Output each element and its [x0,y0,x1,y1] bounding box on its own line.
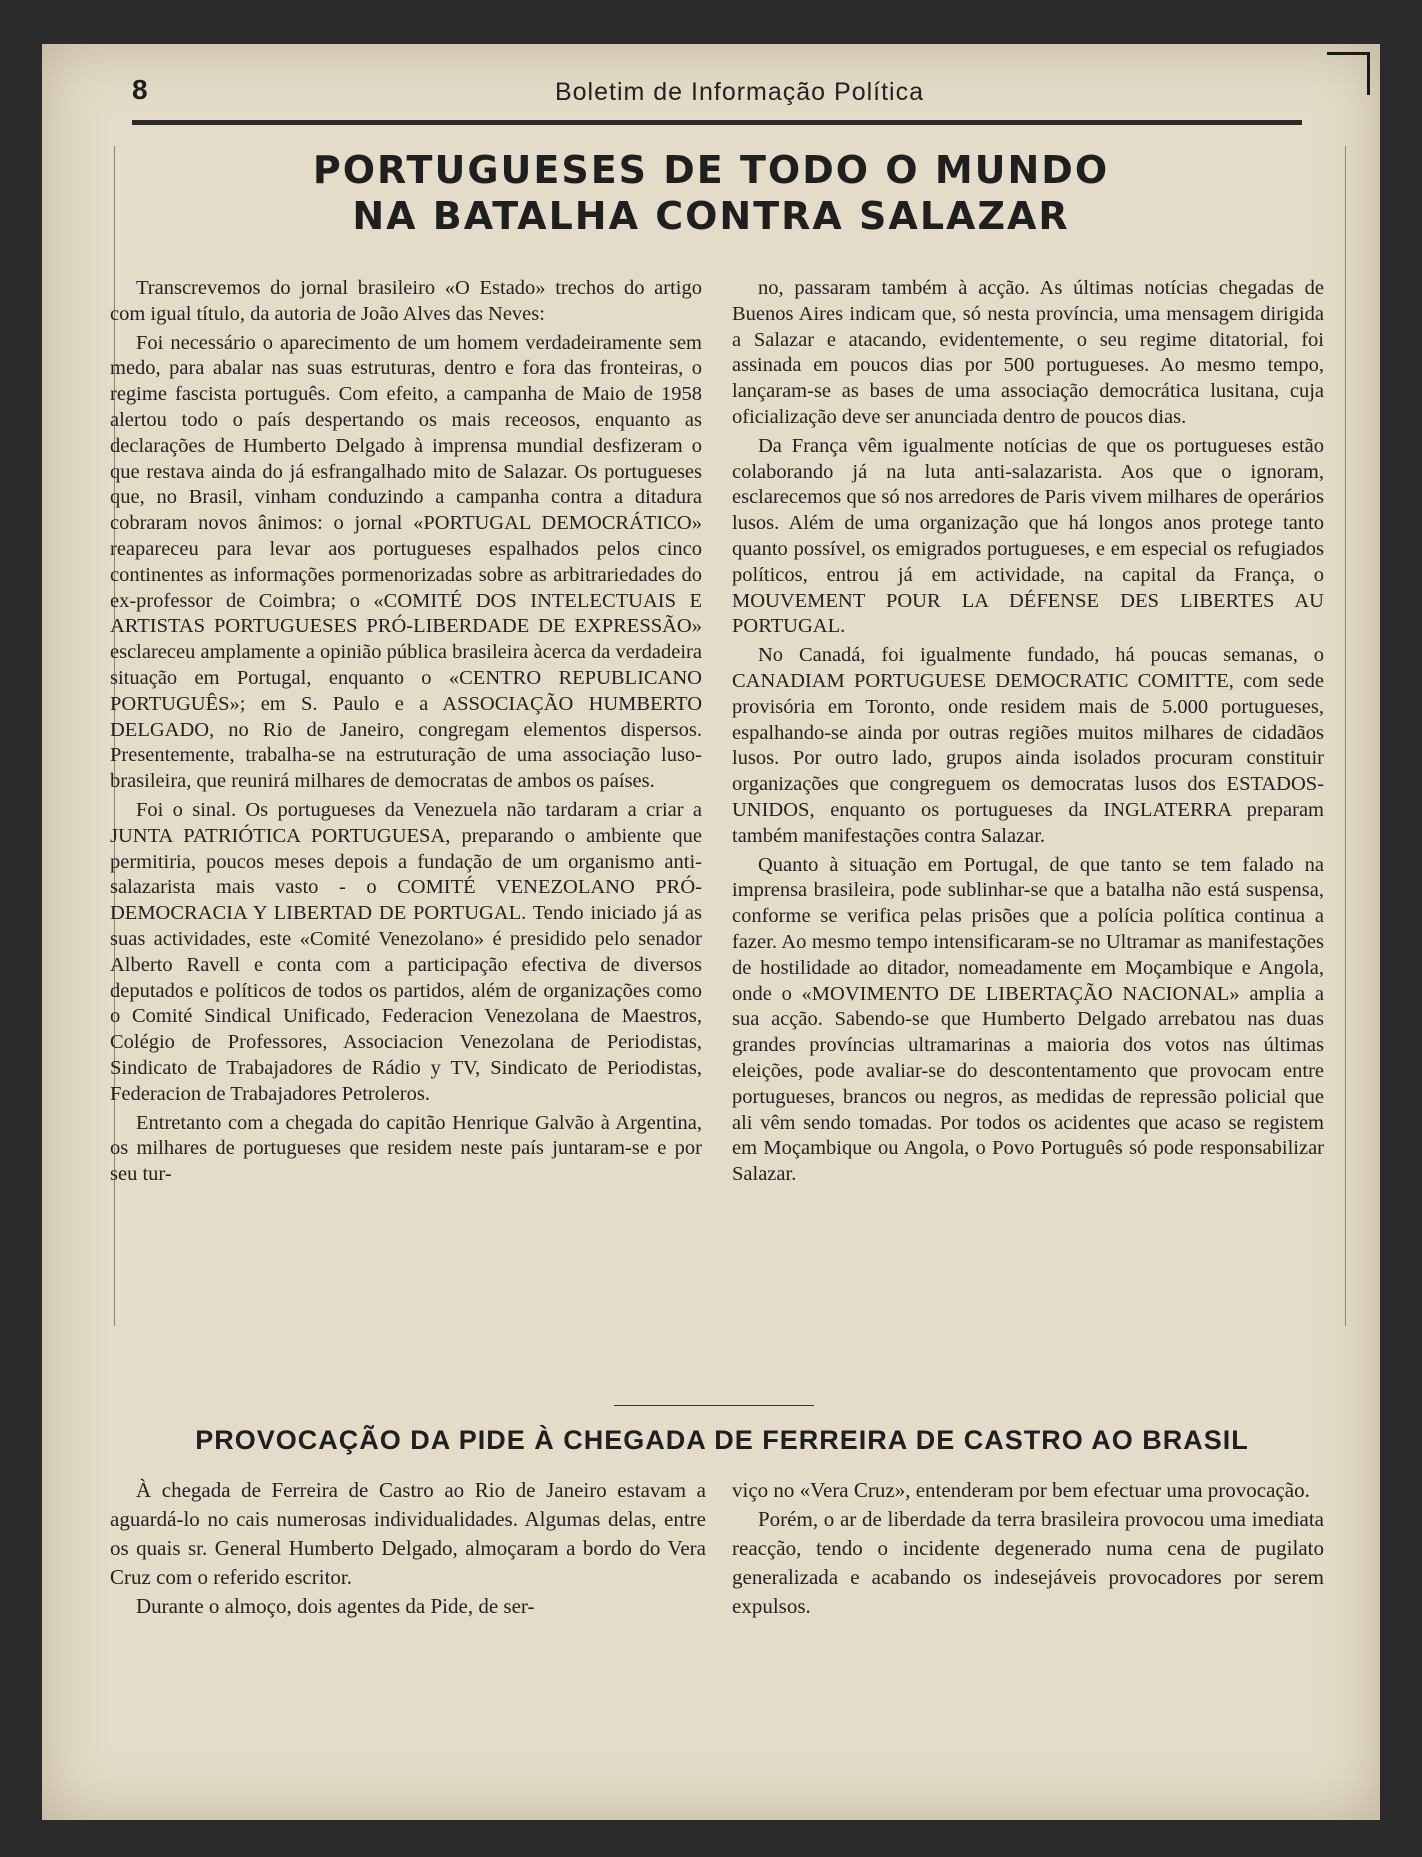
article2-headline: PROVOCAÇÃO DA PIDE À CHEGADA DE FERREIRA DE CASTRO AO BRASIL [195,1425,1249,1455]
paragraph: Foi o sinal. Os portugueses da Venezuela não tardaram a criar a JUNTA PATRIÓTICA PORTUGUESA, preparando o ambiente que permitiria, poucos meses depois a fundação de um organismo anti-salazarista mais vasto - o COMITÉ VENEZOLANO PRÓ-DEMOCRACIA Y LIBERTAD DE PORTUGAL. Tendo iniciado já as suas actividades, este «Comité Venezolano» é presidido pelo senador Alberto Ravell e conta com a participação efectiva de diversos deputados e políticos de todos os partidos, além de organizações como o Comité Sindical Unificado, Federacion Venezolana de Maestros, Colégio de Professores, Associacion Venezolana de Periodistas, Sindicato de Trabajadores de Rádio y TV, Sindicato de Periodistas, Federacion de Trabajadores Petroleros. [110,798,702,1105]
page-header [132,74,1347,124]
newspaper-page [42,44,1380,1820]
article1-column-right [732,276,1324,1188]
paragraph: Porém, o ar de liberdade da terra brasileira provocou uma imediata reacção, tendo o incidente degenerado numa cena de pugilato generalizada e acabando os indesejáveis provocadores por serem expulsos. [732,1507,1324,1618]
paragraph: Entretanto com a chegada do capitão Henrique Galvão à Argentina, os milhares de portugueses que residem neste país juntaram-se e por seu tur- [110,1111,702,1186]
paragraph: À chegada de Ferreira de Castro ao Rio de Janeiro estavam a aguardá-lo no cais numerosas individualidades. Algumas delas, entre os quais sr. General Humberto Delgado, almoçaram a bordo do Vera Cruz com o referido escritor. [110,1478,706,1589]
paragraph: Da França vêm igualmente notícias de que os portugueses estão colaborando já na luta anti-salazarista. Aos que o ignoram, esclarecemos que só nos arredores de Paris vivem milhares de operários lusos. Além de uma organização que há longos anos protege tanto quanto possível, os emigrados portugueses, e em especial os refugiados políticos, entrou já em actividade, na capital da França, o MOUVEMENT POUR LA DÉFENSE DES LIBERTES AU PORTUGAL. [732,434,1324,638]
headline-line-1: PORTUGUESES DE TODO O MUNDO [312,148,1110,192]
paragraph: No Canadá, foi igualmente fundado, há poucas semanas, o CANADIAM PORTUGUESE DEMOCRATIC COMITTE, com sede provisória em Toronto, onde residem mais de 5.000 portugueses, espalhando-se ainda por outras regiões muitos milhares de cidadãos lusos. Por outro lado, grupos ainda isolados procuram constituir organizações que congreguem os democratas lusos dos ESTADOS-UNIDOS, enquanto os portugueses da INGLATERRA preparam também manifestações contra Salazar. [732,644,1324,847]
article2-column-right [732,1476,1324,1621]
paragraph: Foi necessário o aparecimento de um homem verdadeiramente sem medo, para abalar nas suas estruturas, dentro e fora das fronteiras, o regime fascista português. Com efeito, a campanha de Maio de 1958 alertou todo o país despertando os mais receosos, enquanto as declarações de Humberto Delgado à imprensa mundial desfizeram o que restava ainda do já esfrangalhado mito de Salazar. Os portugueses que, no Brasil, vinham conduzindo a campanha contra a ditadura cobraram novos ânimos: o jornal «PORTUGAL DEMOCRÁTICO» reapareceu para levar aos portugueses espalhados pelos cinco continentes as informações pormenorizadas sobre as arbitrariedades do ex-professor de Coimbra; o «COMITÉ DOS INTELECTUAIS E ARTISTAS PORTUGUESES PRÓ-LIBERDADE DE EXPRESSÃO» esclareceu amplamente a opinião pública brasileira àcerca da verdadeira situação em Portugal, enquanto o «CENTRO REPUBLICANO PORTUGUÊS»; em S. Paulo e a ASSOCIAÇÃO HUMBERTO DELGADO, no Rio de Janeiro, congregam elementos dispersos. Presentemente, trabalha-se na estruturação de uma associação luso-brasileira, que reunirá milhares de democratas de ambos os países. [110,331,702,793]
ornamental-divider [614,1400,814,1410]
paragraph: Transcrevemos do jornal brasileiro «O Estado» trechos do artigo com igual título, da autoria de João Alves das Neves: [110,277,702,325]
paragraph: no, passaram também à acção. As últimas notícias chegadas de Buenos Aires indicam que, só nesta província, uma mensagem dirigida a Salazar e atacando, evidentemente, o seu regime ditatorial, foi assinada em poucos dias por 500 portugueses. Ao mesmo tempo, lançaram-se as bases de uma associação democrática lusitana, cuja oficialização deve ser anunciada dentro de poucos dias. [732,277,1324,428]
article1-column-left [110,276,702,1188]
page-number: 8 [132,74,148,105]
paragraph: viço no «Vera Cruz», entenderam por bem efectuar uma provocação. [732,1478,1310,1502]
header-rule [132,120,1302,125]
article2-column-left [110,1476,706,1621]
running-title: Boletim de Informação Política [554,78,925,106]
paragraph: Quanto à situação em Portugal, de que tanto se tem falado na imprensa brasileira, pode sublinhar-se que a batalha não está suspensa, conforme se verifica pelas prisões que a polícia política continua a fazer. Ao mesmo tempo intensificaram-se no Ultramar as manifestações de hostilidade ao ditador, nomeadamente em Moçambique e Angola, onde o «MOVIMENTO DE LIBERTAÇÃO NACIONAL» amplia a sua acção. Sabendo-se que Humberto Delgado arrebatou nas duas grandes províncias ultramarinas a maioria dos votos nas últimas eleições, pode avaliar-se do descontentamento que provocam entre portugueses, brancos ou negros, as medidas de repressão policial que ali vêm sendo tomadas. Por todos os acidentes que acaso se registem em Moçambique ou Angola, o Povo Português só pode responsabilizar Salazar. [732,853,1324,1186]
headline-line-2: NA BATALHA CONTRA SALAZAR [352,194,1070,238]
paragraph: Durante o almoço, dois agentes da Pide, de ser- [136,1594,535,1618]
